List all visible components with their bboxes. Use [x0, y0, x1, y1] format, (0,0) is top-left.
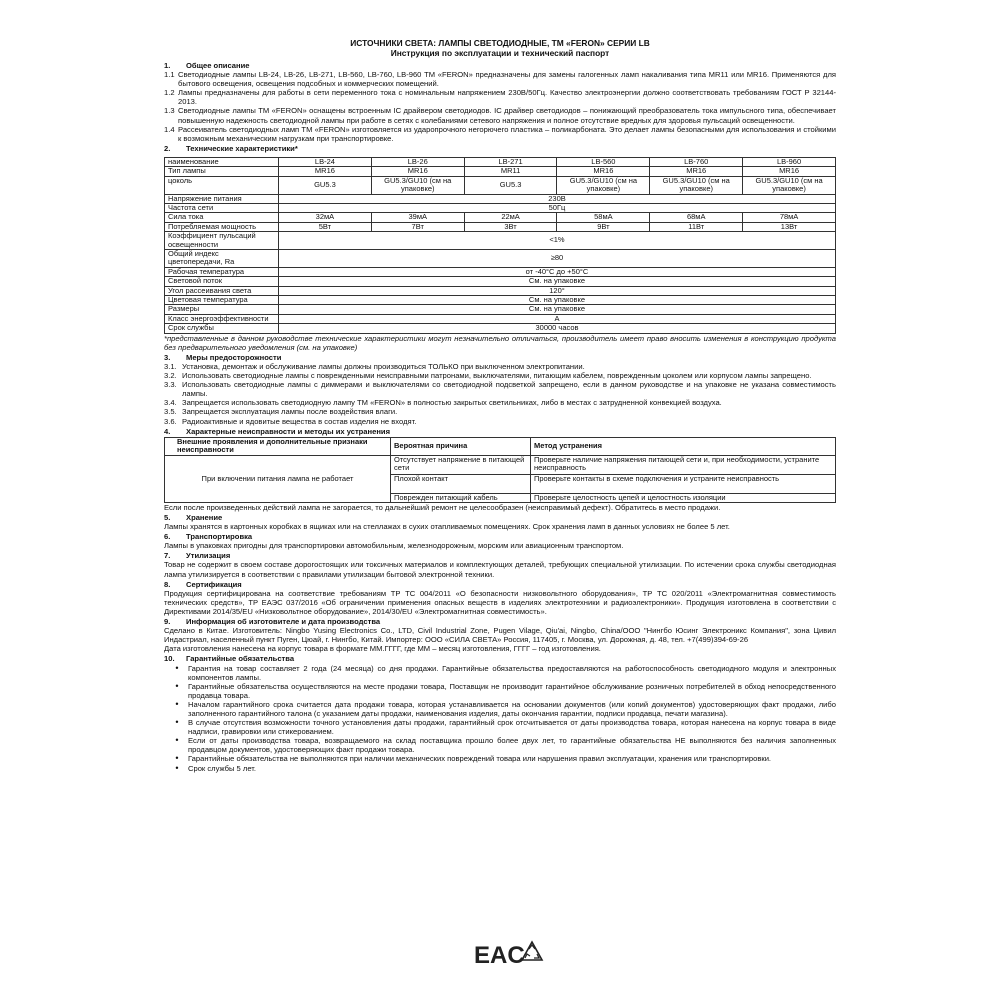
table-row: Цветовая температура См. на упаковке — [165, 296, 836, 305]
paragraph: Продукция сертифицирована на соответствие требованиям ТР ТС 004/2011 «О безопасности низковольтного оборудования», ТР ТС 020/2011 «Электромагнитная совместимость технических средств», ТР ЕАЭС 037/2016 «Об ограничении применения опасных веществ в изделиях электротехники и радиоэлектроники». Продукция изготовлена в соответствии с Директивами 2014/35/EU «Низковольтное оборудование», 2014/30/EU «Электромагнитная совместимость». — [164, 588, 836, 616]
table-row: Срок службы 30000 часов — [165, 324, 836, 333]
list-item: • Началом гарантийного срока считается дата продажи товара, которая устанавливается на основании документов (или копий документов) удостоверяющих факт продажи, либо заполненного гарантийного талона (с указанием даты продажи, наименования изделия, даты окончания гарантии, подписи продавца, печати магазина). — [175, 698, 836, 718]
table-row: Тип лампы MR16 MR16 MR11 MR16 MR16 MR16 — [165, 167, 836, 176]
section-heading: 2. Технические характеристики* — [164, 143, 298, 153]
paragraph: 1.2 Лампы предназначены для работы в сети переменного тока с номинальным напряжением 230В/50Гц. Качество электроэнергии должно соответствовать требованиям ГОСТ Р 32144-2013. — [164, 88, 836, 107]
section-heading: 9. Информация об изготовителе и дата производства — [164, 617, 381, 627]
doc-subtitle: Инструкция по эксплуатации и технический паспорт — [390, 48, 610, 58]
section-heading: 5. Хранение — [164, 513, 223, 522]
table-row: Потребляемая мощность 5Вт 7Вт 3Вт 9Вт 11Вт 13Вт — [165, 222, 836, 231]
table-row: Размеры См. на упаковке — [165, 305, 836, 314]
section-heading: 10. Гарантийные обязательства — [164, 654, 295, 664]
paragraph: 3.3. Использовать светодиодные лампы с диммерами и выключателями со светодиодной подсветкой запрещено, если в данном руководстве и на упаковке не указана совместимость лампы. — [164, 380, 836, 399]
section-heading: 8. Сертификация — [164, 579, 242, 589]
paragraph: Товар не содержит в своем составе дорогостоящих или токсичных материалов и комплектующих деталей, требующих специальной утилизации. По истечении срока службы светодиодная лампа утилизируется в соответствии с правилами утилизации бытовой электронной техники. — [164, 560, 836, 579]
paragraph: 1.3 Светодиодные лампы ТМ «FERON» оснащены встроенным IC драйвером светодиодов. IC драйвер светодиодов – понижающий преобразователь тока импульсного типа, обеспечивает повышенную надежность светодиодной лампы при работе в сетях с колебаниями сетевого напряжения и полное отсутствие вредных для здоровья пульсаций освещенности. — [164, 106, 836, 125]
table-row: Световой поток См. на упаковке — [165, 277, 836, 286]
troubleshooting-table — [164, 437, 836, 503]
paragraph: 3.1. Установка, демонтаж и обслуживание лампы должны производиться ТОЛЬКО при выключенном электропитании. — [164, 361, 585, 371]
table-row: Поврежден питающий кабель Проверьте целостность цепей и целостность изоляции — [165, 493, 836, 502]
paragraph: 3.5. Запрещается эксплуатация лампы после воздействия влаги. — [164, 407, 398, 417]
recycling-triangle-icon — [520, 940, 544, 966]
table-row: Частота сети 50Гц — [165, 203, 836, 212]
section-heading: 1. Общее описание — [164, 61, 250, 70]
section-heading: 3. Меры предосторожности — [164, 352, 282, 362]
paragraph: 1.4 Рассеиватель светодиодных ламп ТМ «FERON» изготовляется из ударопрочного негорючего пластика – поликарбоната. Это делает лампы безопасными для использования и стойкими к возможным механическим нагрузкам при транспортировке. — [164, 124, 836, 143]
paragraph: 3.2. Использовать светодиодные лампы с поврежденными неисправными патронами, выключателями, питающим кабелем, поврежденным цоколем или корпусом лампы запрещено. — [164, 371, 812, 381]
paragraph: Лампы в упаковках пригодны для транспортировки автомобильным, железнодорожным, морским или авиационным транспортом. — [164, 541, 624, 551]
table-row: Плохой контакт Проверьте контакты в схеме подключения и устраните неисправность — [165, 474, 836, 493]
section-heading: 6. Транспортировка — [164, 532, 253, 542]
list-item: • Гарантийные обязательства не выполняются при наличии механических повреждений товара или нарушения правил эксплуатации, хранения или транспортировки. — [175, 753, 772, 764]
section-heading: 7. Утилизация — [164, 551, 231, 561]
paragraph: Дата изготовления нанесена на корпус товара в формате ММ.ГГГГ, где ММ – месяц изготовления, ГГГГ – год изготовления. — [164, 644, 601, 654]
paragraph: 3.4. Запрещается использовать светодиодную лампу ТМ «FERON» в полностью закрытых светильниках, либо в местах с затрудненной конвекцией воздуха. — [164, 398, 722, 408]
list-item: • Срок службы 5 лет. — [175, 762, 257, 773]
paragraph: 3.6. Радиоактивные и ядовитые вещества в состав изделия не входят. — [164, 416, 417, 426]
table-row: При включении питания лампа не работает Отсутствует напряжение в питающей сети Проверьте наличие напряжения питающей сети и, при необходимости, устраните неисправность — [165, 455, 836, 474]
table-row: наименование LB-24 LB-26 LB-271 LB-560 LB-760 LB-960 — [165, 157, 836, 166]
table-row: Общий индекс цветопередачи, Ra ≥80 — [165, 250, 836, 268]
table-row: Сила тока 32мА 39мА 22мА 58мА 68мА 78мА — [165, 213, 836, 222]
table-row: Угол рассеивания света 120° — [165, 286, 836, 295]
table-row: Коэффициент пульсаций освещенности <1% — [165, 232, 836, 250]
table-row: Внешние проявления и дополнительные признаки неисправности Вероятная причина Метод устранения — [165, 437, 836, 455]
paragraph: 1.1 Светодиодные лампы LB-24, LB-26, LB-271, LB-560, LB-760, LB-960 ТМ «FERON» предназначены для замены галогенных ламп накаливания типа MR11 или MR16. Применяются для бытового освещения, освещения подсобных и коммерческих помещений. — [164, 70, 836, 89]
spec-table — [164, 157, 836, 334]
table-row: Рабочая температура от -40°С до +50°С — [165, 267, 836, 276]
document — [164, 38, 836, 773]
table-row: Напряжение питания 230В — [165, 194, 836, 203]
section-heading: 4. Характерные неисправности и методы их устранения — [164, 426, 391, 436]
certification-marks — [472, 932, 542, 972]
paragraph: Если после произведенных действий лампа не загорается, то дальнейший ремонт не целесообразен (неисправимый дефект). Обратитесь в место продажи. — [164, 502, 721, 512]
paragraph: Сделано в Китае. Изготовитель: Ningbo Yusing Electronics Co., LTD, Civil Industrial Zone, Pugen Vilage, Qiu'ai, Ningbo, China/ООО "Нингбо Юсинг Электроникс Компания", зона Цивил Индастриал, населенный пункт Пуген, Цюай, г. Нингбо, Китай. Импортер: ООО «СИЛА СВЕТА» Россия, 117405, г. Москва, ул. Дорожная, д. 48, тел. +7(499)394-69-26 — [164, 626, 836, 645]
footnote: *представленные в данном руководстве технические характеристики могут незначительно отличаться, производитель имеет право вносить изменения в конструкцию продукта без предварительного уведомления (см. на упаковке) — [164, 333, 836, 352]
table-row: цоколь GU5.3 GU5.3/GU10 (см на упаковке) GU5.3 GU5.3/GU10 (см на упаковке) GU5.3/GU10 (см на упаковке) GU5.3/GU10 (см на упаковке) — [165, 176, 836, 194]
eac-mark-text: EAC — [474, 942, 525, 969]
doc-title: ИСТОЧНИКИ СВЕТА: ЛАМПЫ СВЕТОДИОДНЫЕ, ТМ «FERON» СЕРИИ LB — [350, 38, 650, 48]
paragraph: Лампы хранятся в картонных коробках в ящиках или на стеллажах в сухих отапливаемых помещениях. Срок хранения ламп в данных условиях не более 5 лет. — [164, 522, 730, 532]
list-item: • Гарантия на товар составляет 2 года (24 месяца) со дня продажи. Гарантийные обязательства предоставляются на работоспособность светодиодного модуля и электронных компонентов лампы. — [175, 662, 836, 682]
list-item: • В случае отсутствия возможности точного установления даты продажи, гарантийный срок отсчитывается от даты производства товара, которая нанесена на корпус товара в виде надписи, гравировки или стикерованием. — [175, 717, 836, 737]
list-item: • Если от даты производства товара, возвращаемого на склад поставщика прошло более двух лет, то гарантийные обязательства НЕ выполняются без наличия заполненных продавцом документов, удостоверяющих факт продажи товара. — [175, 735, 836, 755]
list-item: • Гарантийные обязательства осуществляются на месте продажи товара, Поставщик не производит гарантийное обслуживание розничных потребителей в обход непосредственного продавца товара. — [175, 680, 836, 700]
table-row: Класс энергоэффективности А — [165, 314, 836, 323]
